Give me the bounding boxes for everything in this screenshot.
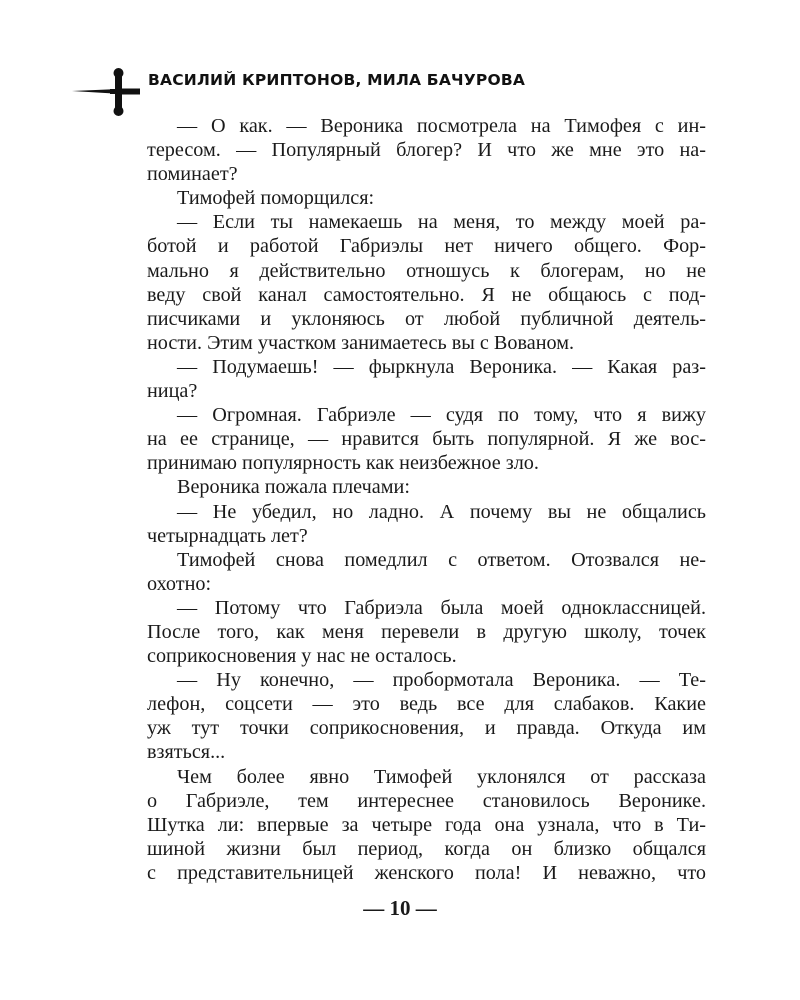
text-line: четырнадцать лет? — [147, 524, 308, 547]
running-head-authors: ВАСИЛИЙ КРИПТОНОВ, МИЛА БАЧУРОВА — [148, 71, 526, 89]
text-line: соприкосновения у нас не осталось. — [147, 645, 457, 668]
body-text — [147, 114, 706, 885]
text-line: взяться... — [147, 741, 226, 764]
text-line: Чем более явно Тимофей уклонялся от рассказа — [177, 765, 706, 788]
text-line: веду свой канал самостоятельно. Я не общаюсь с под- — [147, 283, 706, 306]
text-line: с представительницей женского пола! И неважно, что — [147, 861, 706, 884]
text-line: ботой и работой Габриэлы нет ничего общего. Фор- — [147, 235, 706, 258]
sword-ornament-icon — [70, 62, 150, 122]
text-line: — Ну конечно, — пробормотала Вероника. — Те- — [177, 669, 706, 692]
text-line: лефон, соцсети — это ведь все для слабаков. Какие — [147, 693, 706, 716]
text-line: поминает? — [147, 163, 238, 186]
text-line: После того, как меня перевели в другую школу, точек — [147, 620, 706, 643]
text-line: уж тут точки соприкосновения, и правда. Откуда им — [147, 717, 706, 740]
text-line: — Огромная. Габриэле — судя по тому, что я вижу — [177, 404, 706, 427]
text-line: — Не убедил, но ладно. А почему вы не общались — [177, 500, 706, 523]
text-line: — Потому что Габриэла была моей одноклассницей. — [177, 596, 706, 619]
text-line: тересом. — Популярный блогер? И что же мне это на- — [147, 139, 706, 162]
text-line: о Габриэле, тем интереснее становилось Веронике. — [147, 789, 706, 812]
text-line: Тимофей поморщился: — [177, 187, 375, 210]
text-line: ности. Этим участком занимаетесь вы с Вованом. — [147, 331, 575, 354]
text-line: — Если ты намекаешь на меня, то между моей ра- — [177, 211, 706, 234]
text-line: на ее странице, — нравится быть популярной. Я же вос- — [147, 428, 706, 451]
running-header — [70, 62, 730, 122]
text-line: — О как. — Вероника посмотрела на Тимофея с ин- — [177, 115, 706, 137]
text-line: — Подумаешь! — фыркнула Вероника. — Какая раз- — [177, 355, 706, 378]
text-line: принимаю популярность как неизбежное зло. — [147, 452, 539, 475]
text-line: мально я действительно отношусь к блогерам, но не — [147, 259, 706, 282]
page-number: — 10 — — [363, 896, 437, 920]
text-line: Шутка ли: впервые за четыре года она узнала, что в Ти- — [147, 813, 706, 836]
text-line: Вероника пожала плечами: — [177, 476, 410, 499]
text-line: охотно: — [147, 572, 212, 595]
text-line: шиной жизни был период, когда он близко общался — [147, 837, 706, 860]
text-line: ница? — [147, 380, 198, 403]
text-line: писчиками и уклоняюсь от любой публичной деятель- — [147, 307, 706, 330]
text-line: Тимофей снова помедлил с ответом. Отозвался не- — [177, 548, 706, 571]
